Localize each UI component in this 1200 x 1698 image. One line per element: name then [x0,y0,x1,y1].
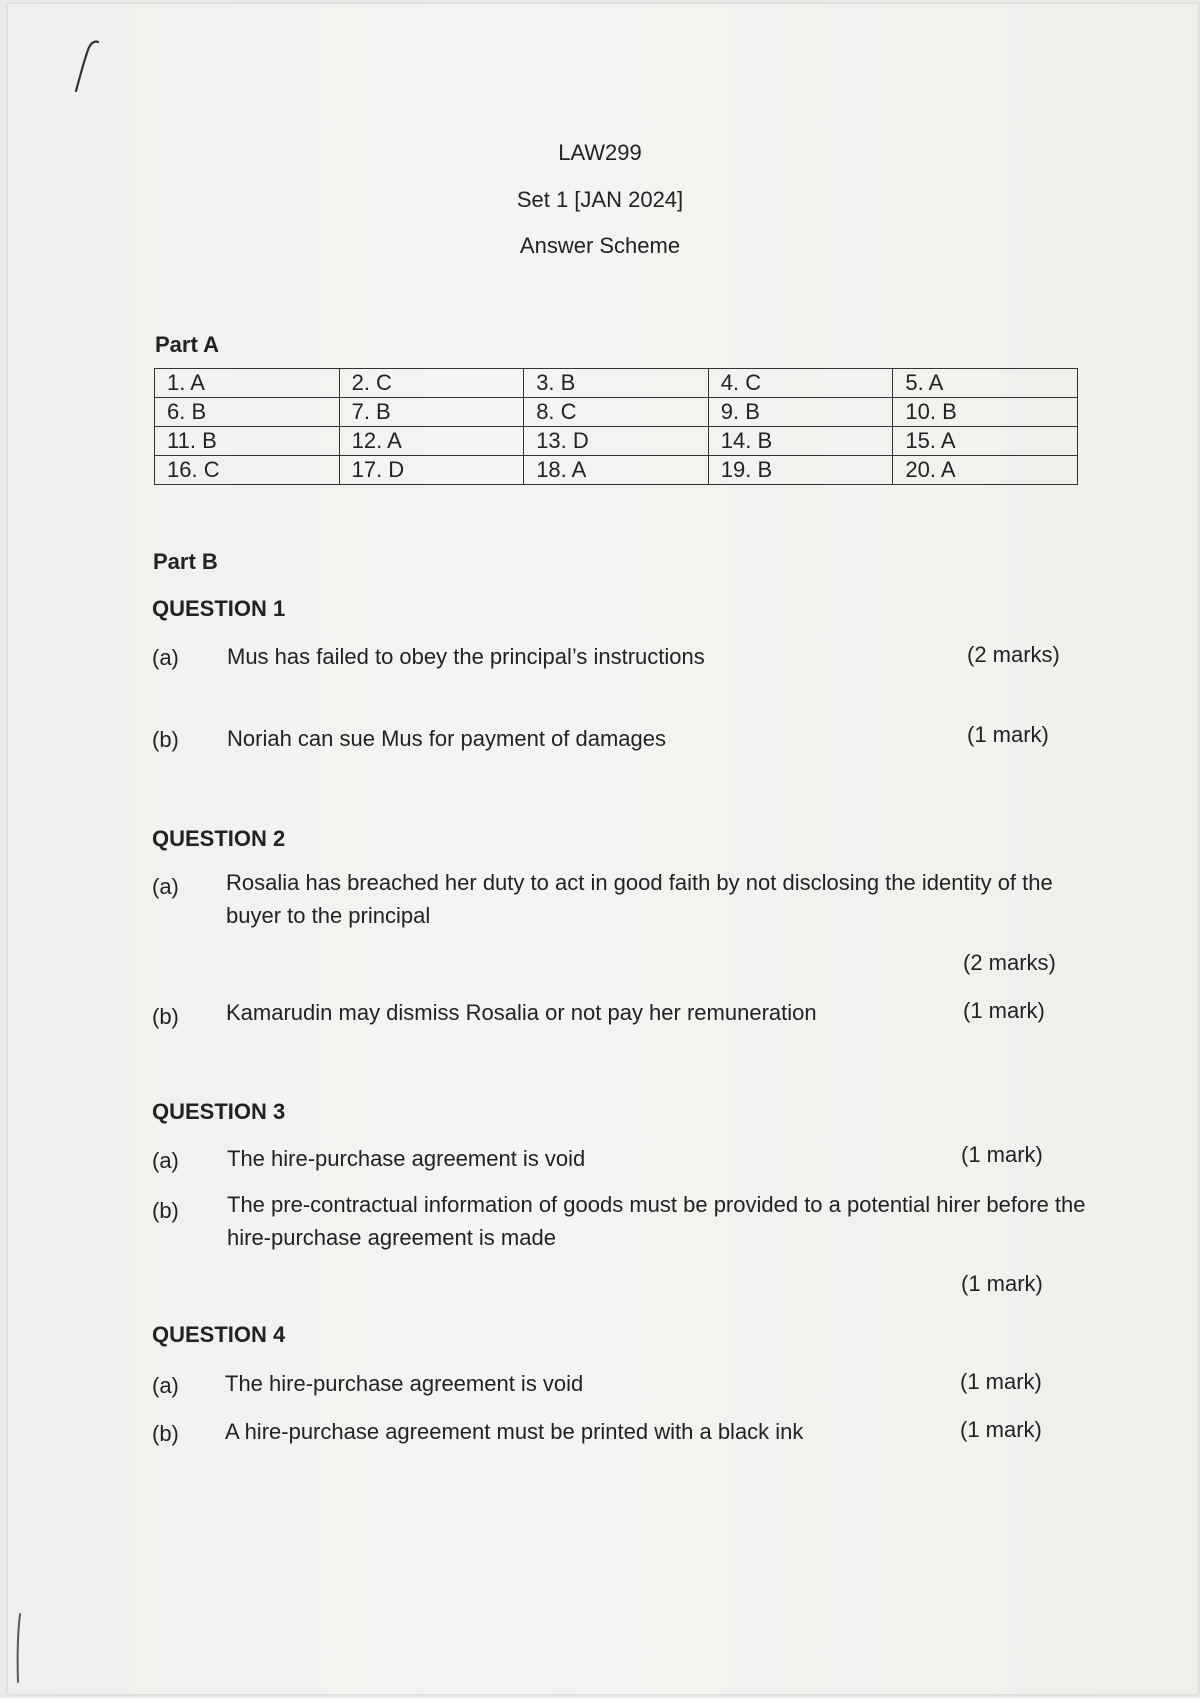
question-1-title: QUESTION 1 [152,596,286,621]
q3b-marks: (1 mark) [961,1271,1043,1296]
table-cell: 14. B [708,427,893,456]
question-3-title: QUESTION 3 [152,1099,286,1124]
q2b-marks: (1 mark) [963,998,1045,1023]
table-cell: 16. C [155,456,340,485]
q3b-label: (b) [152,1198,179,1223]
table-cell: 17. D [339,456,524,485]
q2b-answer: Kamarudin may dismiss Rosalia or not pay her remuneration [226,1000,817,1025]
q1b-answer: Noriah can sue Mus for payment of damages [227,726,667,751]
part-b-title: Part B [153,549,218,574]
table-row [155,369,1078,398]
q2a-label: (a) [152,874,179,899]
q3a-marks: (1 mark) [961,1142,1043,1167]
q4b-label: (b) [152,1421,179,1446]
table-row [155,456,1078,485]
table-row [155,398,1078,427]
q4b-answer: A hire-purchase agreement must be printed with a black ink [225,1419,804,1444]
q3a-label: (a) [152,1148,179,1173]
q1a-label: (a) [152,645,179,670]
table-cell: 11. B [155,427,340,456]
q4a-answer: The hire-purchase agreement is void [225,1371,584,1396]
table-cell: 2. C [339,369,524,398]
q2a-marks: (2 marks) [963,950,1056,975]
table-row [155,427,1078,456]
q1b-marks: (1 mark) [967,722,1049,747]
table-cell: 1. A [155,369,340,398]
q4a-label: (a) [152,1373,179,1398]
set-label: Set 1 [JAN 2024] [516,187,684,212]
pen-mark-icon [68,36,108,96]
mcq-answer-table [154,368,1078,485]
table-cell: 10. B [893,398,1078,427]
q4a-marks: (1 mark) [960,1369,1042,1394]
table-cell: 15. A [893,427,1078,456]
course-code: LAW299 [558,140,642,165]
part-a-title: Part A [155,332,219,357]
q3a-answer: The hire-purchase agreement is void [227,1146,586,1171]
doc-title: Answer Scheme [519,233,681,258]
table-cell: 12. A [339,427,524,456]
question-2-title: QUESTION 2 [152,826,286,851]
q1a-marks: (2 marks) [967,642,1060,667]
question-4-title: QUESTION 4 [152,1322,286,1347]
table-cell: 3. B [524,369,709,398]
pen-stroke-icon [10,1610,30,1690]
table-cell: 4. C [708,369,893,398]
table-cell: 6. B [155,398,340,427]
table-cell: 5. A [893,369,1078,398]
table-cell: 7. B [339,398,524,427]
q4b-marks: (1 mark) [960,1417,1042,1442]
q2a-answer: Rosalia has breached her duty to act in good faith by not disclosing the identity of the buyer to the principal [226,870,1053,928]
q2b-label: (b) [152,1004,179,1029]
table-cell: 9. B [708,398,893,427]
q3b-answer: The pre-contractual information of goods must be provided to a potential hirer before the hire-purchase agreement is made [227,1192,1086,1250]
q1b-label: (b) [152,727,179,752]
table-cell: 20. A [893,456,1078,485]
q1a-answer: Mus has failed to obey the principal’s instructions [227,644,705,669]
table-cell: 13. D [524,427,709,456]
table-cell: 8. C [524,398,709,427]
table-cell: 19. B [708,456,893,485]
table-cell: 18. A [524,456,709,485]
